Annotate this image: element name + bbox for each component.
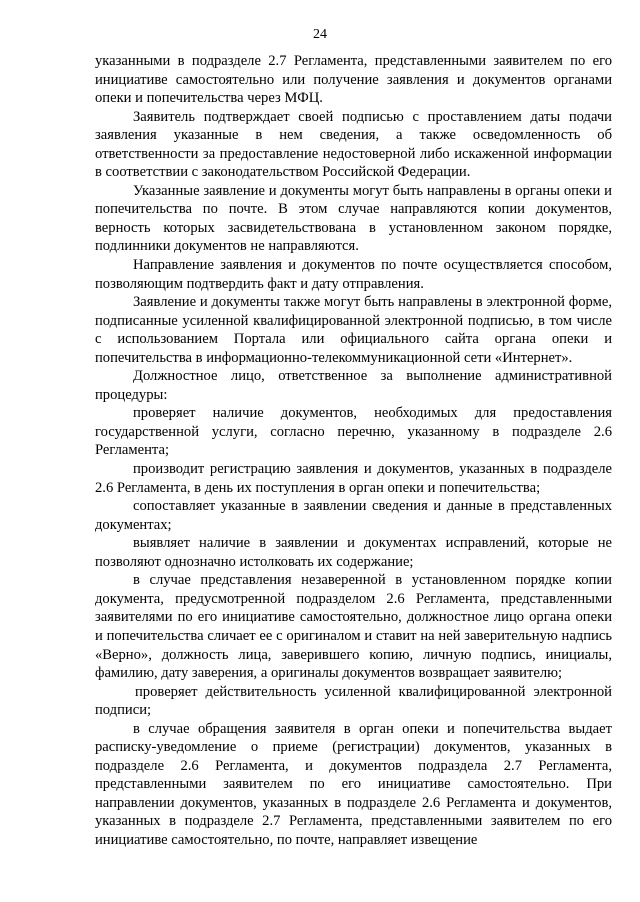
list-item-detects-corrections: выявляет наличие в заявлении и документах исправлений, которые не позволяют однозначно истолковать их содержание; — [95, 535, 612, 570]
list-item-checks-documents: проверяет наличие документов, необходимых для предоставления государственной услуги, согласно перечню, указанному в подразделе 2.6 Регламента; — [95, 405, 612, 459]
document-body — [95, 52, 612, 850]
paragraph-applicant-confirmation: Заявитель подтверждает своей подписью с проставлением даты подачи заявления указанные в нем сведения, а также осведомленность об ответственности за предоставление недостоверной либо искаженной информации в соответствии с законодательством Российской Федерации. — [95, 108, 612, 181]
list-item-verifies-signature: проверяет действительность усиленной квалифицированной электронной подписи; — [95, 683, 612, 719]
paragraph-electronic-submission: Заявление и документы также могут быть направлены в электронной форме, подписанные усиленной квалифицированной электронной подписью, в том числе с использованием Портала или официального сайта органа опеки и попечительства в информационно-телекоммуникационной сети «Интернет». — [95, 294, 612, 366]
list-item-registers-application: производит регистрацию заявления и документов, указанных в подразделе 2.6 Регламента, в день их поступления в орган опеки и попечительства; — [95, 461, 612, 496]
paragraph-responsible-official: Должностное лицо, ответственное за выполнение административной процедуры: — [95, 368, 612, 403]
paragraph-postal-method: Направление заявления и документов по почте осуществляется способом, позволяющим подтвердить факт и дату отправления. — [95, 257, 612, 292]
list-item-issues-receipt: в случае обращения заявителя в орган опеки и попечительства выдает расписку-уведомление о приеме (регистрации) документов, указанных в подразделе 2.6 Регламента, и документов подраздела 2.7 Регламента, представленными заявителем по его инициативе самостоятельно. При направлении документов, указанных в подразделе 2.6 Регламента и документов, указанных в подразделе 2.7 Регламента, представленными заявителем по его инициативе самостоятельно, по почте, направляет извещение — [95, 720, 612, 848]
page-number: 24 — [313, 27, 327, 42]
list-item-certifies-copy: в случае представления незаверенной в установленном порядке копии документа, предусмотренной подразделом 2.6 Регламента, представленными заявителями по его инициативе самостоятельно, должностное лицо органа опеки и попечительства сличает ее с оригиналом и ставит на ней заверительную надпись «Верно», должность лица, заверившего копию, личную подпись, инициалы, фамилию, дату заверения, а оригиналы документов возвращает заявителю; — [95, 572, 612, 682]
paragraph-continuation: указанными в подразделе 2.7 Регламента, представленными заявителем по его инициативе самостоятельно или получение заявления и документов органами опеки и попечительства через МФЦ. — [95, 53, 612, 107]
list-item-compares-data: сопоставляет указанные в заявлении сведения и данные в представленных документах; — [95, 498, 612, 533]
paragraph-postal-submission: Указанные заявление и документы могут быть направлены в органы опеки и попечительства по почте. В этом случае направляются копии документов, верность которых засвидетельствована в установленном законом порядке, подлинники документов не направляются. — [95, 182, 612, 255]
